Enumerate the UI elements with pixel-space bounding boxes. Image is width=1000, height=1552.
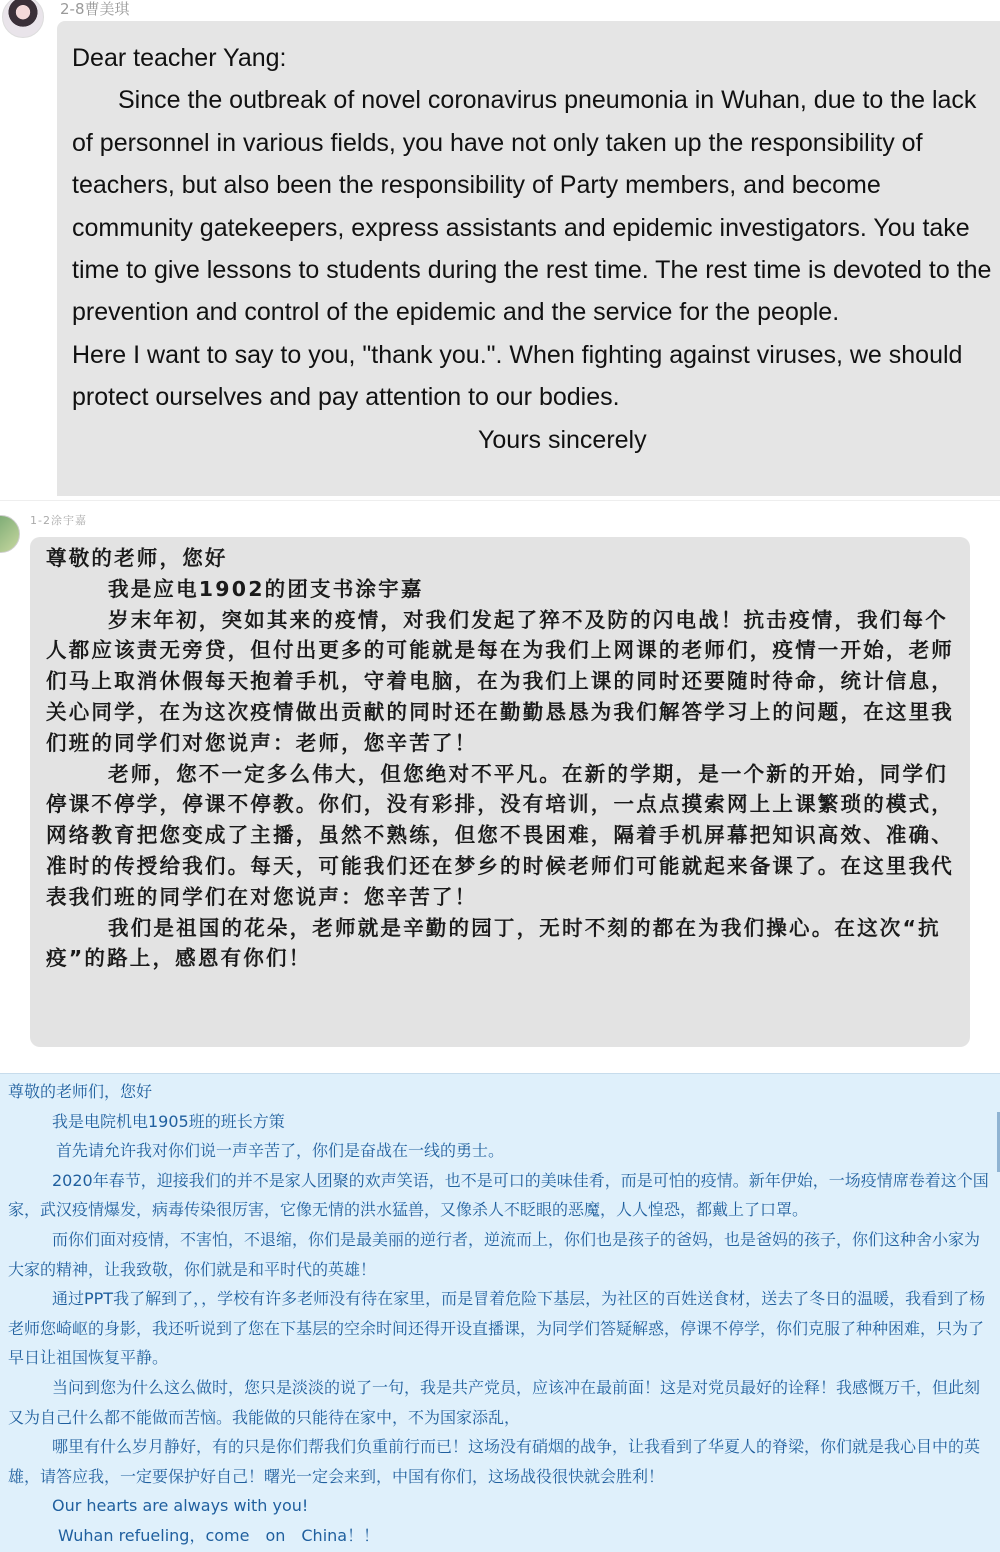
letter-greeting: Dear teacher Yang: bbox=[72, 44, 287, 72]
message-panel-1 bbox=[0, 0, 1000, 496]
letter-intro: 我是应电1902的团支书涂宇嘉 bbox=[108, 576, 424, 601]
letter-intro: 我是电院机电1905班的班长方策 bbox=[52, 1111, 285, 1131]
letter-greeting: 尊敬的老师，您好 bbox=[46, 546, 228, 570]
letter-paragraph: 哪里有什么岁月静好，有的只是你们帮我们负重前行而已！这场没有硝烟的战争，让我看到了华夏人的脊梁，你们就是我心目中的英雄，请答应我，一定要保护好自己！曙光一定会来到，中国有你们，这场战役很快就会胜利！ bbox=[8, 1437, 981, 1486]
letter-paragraph: 通过PPT我了解到了，，学校有许多老师没有待在家里，而是冒着危险下基层，为社区的百姓送食材，送去了冬日的温暖，我看到了杨老师您崎岖的身影，我还听说到了您在下基层的空余时间还得开设直播课，为同学们答疑解惑，停课不停学，你们克服了种种困难，只为了早日让祖国恢复平静。 bbox=[8, 1289, 986, 1368]
avatar[interactable] bbox=[2, 0, 44, 38]
letter-paragraph: 当问到您为什么这么做时，您只是淡淡的说了一句，我是共产党员，应该冲在最前面！这是对党员最好的诠释！我感慨万千，但此刻又为自己什么都不能做而苦恼。我能做的只能待在家中，不为国家添乱， bbox=[8, 1377, 981, 1427]
letter-paragraph: 而你们面对疫情，不害怕，不退缩，你们是最美丽的逆行者，逆流而上，你们也是孩子的爸妈，也是爸妈的孩子，你们这种舍小家为大家的精神，让我致敬，你们就是和平时代的英雄！ bbox=[8, 1229, 981, 1279]
letter-paragraph: Here I want to say to you, "thank you.". When fighting against viruses, we should protect ourselves and pay attention to our bodies. bbox=[72, 340, 963, 412]
message-bubble bbox=[57, 21, 1000, 496]
document-body bbox=[0, 1074, 1000, 1551]
message-panel-3 bbox=[0, 1073, 1000, 1552]
message-bubble bbox=[30, 537, 970, 1047]
letter-paragraph: 岁末年初，突如其来的疫情，对我们发起了猝不及防的闪电战！抗击疫情，我们每个人都应该责无旁贷，但付出更多的可能就是每在为我们上网课的老师们，疫情一开始，老师们马上取消休假每天抱着手机，守着电脑，在为我们上课的同时还要随时待命，统计信息，关心同学，在为这次疫情做出贡献的同时还在勤勤恳恳为我们解答学习上的问题，在这里我们班的同学们对您说声：老师，您辛苦了！ bbox=[46, 607, 954, 755]
sender-name: 1-2涂宇嘉 bbox=[30, 514, 87, 527]
letter-english-line: Our hearts are always with you! bbox=[52, 1496, 309, 1516]
letter-paragraph: 首先请允许我对你们说一声辛苦了，你们是奋战在一线的勇士。 bbox=[56, 1141, 505, 1161]
sender-name: 2-8曹美琪 bbox=[60, 0, 130, 18]
letter-greeting: 尊敬的老师们，您好 bbox=[8, 1082, 153, 1101]
message-panel-2 bbox=[0, 500, 1000, 1053]
letter-english-line: Wuhan refueling，come on China！！ bbox=[58, 1525, 380, 1545]
letter-paragraph: 2020年春节，迎接我们的并不是家人团聚的欢声笑语，也不是可口的美味佳肴，而是可怕的疫情。新年伊始，一场疫情席卷着这个国家，武汉疫情爆发，病毒传染很厉害，它像无情的洪水猛兽，又像杀人不眨眼的恶魔，人人惶恐，都戴上了口罩。 bbox=[8, 1170, 989, 1220]
letter-paragraph: 我们是祖国的花朵，老师就是辛勤的园丁，无时不刻的都在为我们操心。在这次“抗疫”的路上，感恩有你们！ bbox=[46, 915, 941, 971]
letter-paragraph: Since the outbreak of novel coronavirus pneumonia in Wuhan, due to the lack of personnel in various fields, you have not only taken up the responsibility of teachers, but also been the responsibility of Party members, and become community gatekeepers, express assistants and epidemic investigators. You take time to give lessons to students during the rest time. The rest time is devoted to the prevention and control of the epidemic and the service for the people. bbox=[72, 86, 992, 327]
avatar[interactable] bbox=[0, 515, 20, 553]
letter-paragraph: 老师，您不一定多么伟大，但您绝对不平凡。在新的学期，是一个新的开始，同学们停课不停学，停课不停教。你们，没有彩排，没有培训，一点点摸索网上上课繁琐的模式，网络教育把您变成了主播，虽然不熟练，但您不畏困难，隔着手机屏幕把知识高效、准确、准时的传授给我们。每天，可能我们还在梦乡的时候老师们可能就起来备课了。在这里我代表我们班的同学们在对您说声：您辛苦了！ bbox=[46, 761, 954, 909]
letter-closing: Yours sincerely bbox=[478, 425, 647, 454]
